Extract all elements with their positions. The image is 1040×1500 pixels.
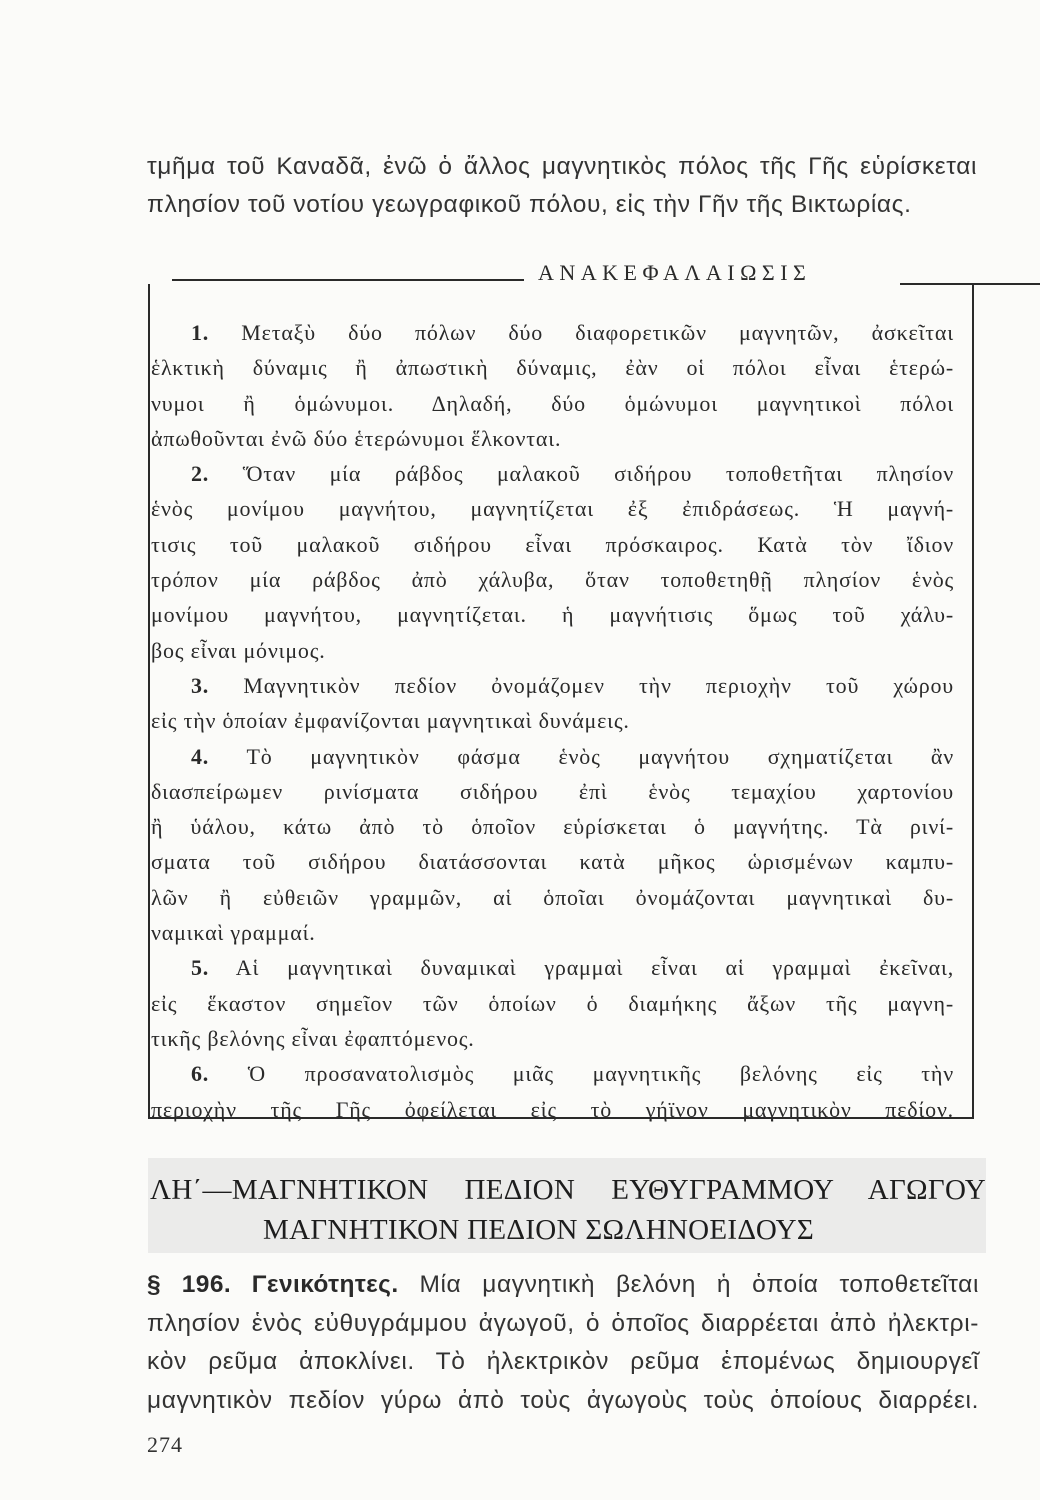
- summary-item: [151, 456, 954, 668]
- paragraph-line: κὸν ρεῦμα ἀποκλίνει. Τὸ ἠλεκτρικὸν ρεῦμα ἑπομένως δημιουργεῖ: [147, 1348, 979, 1376]
- item-number: 5.: [191, 955, 210, 981]
- summary-list: [151, 315, 955, 1127]
- intro-paragraph: [147, 148, 977, 224]
- item-line: Αἱ μαγνητικαὶ δυναμικαὶ γραμμαὶ εἶναι αἱ γραμμαὶ ἐκεῖναι,: [235, 955, 954, 981]
- item-number: 4.: [191, 743, 210, 769]
- summary-item: [151, 739, 954, 951]
- item-line: ἢ ὑάλου, κάτω ἀπὸ τὸ ὁποῖον εὑρίσκεται ὁ μαγνήτης. Τὰ ρινί-: [151, 814, 954, 840]
- item-line: ἀπωθοῦνται ἐνῶ δύο ἑτερώνυμοι ἕλκονται.: [151, 425, 562, 451]
- item-line: τικῆς βελόνης εἶναι ἐφαπτόμενος.: [151, 1025, 475, 1051]
- item-number: 1.: [191, 320, 210, 345]
- item-number: 3.: [191, 672, 210, 698]
- item-line: Τὸ μαγνητικὸν φάσμα ἑνὸς μαγνήτου σχηματίζεται ἂν: [246, 743, 955, 769]
- item-line: ναμικαὶ γραμμαί.: [151, 920, 316, 946]
- item-line: βος εἶναι μόνιμος.: [151, 637, 326, 663]
- item-line: Ὁ προσανατολισμὸς μιᾶς μαγνητικῆς βελόνης εἰς τὴν: [247, 1061, 954, 1087]
- item-line: Ὅταν μία ράβδος μαλακοῦ σιδήρου τοποθετῆται πλησίον: [242, 461, 954, 487]
- item-number: 6.: [191, 1061, 210, 1087]
- summary-title: ΑΝΑΚΕΦΑΛΑΙΩΣΙΣ: [538, 260, 812, 285]
- item-line: ἑλκτικὴ δύναμις ἢ ἀπωστικὴ δύναμις, ἐὰν οἱ πόλοι εἶναι ἑτερώ-: [151, 355, 954, 381]
- item-line: τισις τοῦ μαλακοῦ σιδήρου εἶναι πρόσκαιρος. Κατὰ τὸν ἴδιον: [151, 531, 954, 557]
- item-number: 2.: [191, 461, 210, 487]
- section-heading: [148, 1170, 986, 1250]
- item-line: Μεταξὺ δύο πόλων δύο διαφορετικῶν μαγνητῶν, ἀσκεῖται: [241, 320, 954, 345]
- item-line: μονίμου μαγνήτου, μαγνητίζεται. ἡ μαγνήτισις ὅμως τοῦ χάλυ-: [151, 602, 954, 628]
- paragraph-line: πλησίον ἑνὸς εὐθυγράμμου ἀγωγοῦ, ὁ ὁποῖος διαρρέεται ἀπὸ ἠλεκτρι-: [147, 1309, 979, 1337]
- paragraph-heading: § 196. Γενικότητες.: [147, 1271, 399, 1298]
- item-line: εἰς ἕκαστον σημεῖον τῶν ὁποίων ὁ διαμήκης ἄξων τῆς μαγνη-: [151, 990, 954, 1016]
- section-heading-line: ΜΑΓΝΗΤΙΚΟΝ ΠΕΔΙΟΝ ΣΩΛΗΝΟΕΙΔΟΥΣ: [263, 1214, 815, 1246]
- item-line: τρόπον μία ράβδος ἀπὸ χάλυβα, ὅταν τοποθετηθῇ πλησίον ἑνὸς: [151, 567, 954, 593]
- summary-item: [151, 668, 954, 739]
- summary-item: [151, 1056, 954, 1127]
- summary-item: [151, 950, 954, 1056]
- paragraph-line: Μία μαγνητικὴ βελόνη ἡ ὁποία τοποθετεῖται: [419, 1271, 979, 1298]
- item-line: εἰς τὴν ὁποίαν ἐμφανίζονται μαγνητικαὶ δυνάμεις.: [151, 708, 630, 734]
- item-line: ἑνὸς μονίμου μαγνήτου, μαγνητίζεται ἐξ ἐπιδράσεως. Ἡ μαγνή-: [151, 496, 954, 522]
- summary-item: [151, 315, 954, 456]
- page-number: 274: [147, 1432, 183, 1457]
- item-line: Μαγνητικὸν πεδίον ὀνομάζομεν τὴν περιοχὴν τοῦ χώρου: [243, 672, 954, 698]
- section-heading-line: ΛΗ΄—ΜΑΓΝΗΤΙΚΟΝ ΠΕΔΙΟΝ ΕΥΘΥΓΡΑΜΜΟΥ ΑΓΩΓΟΥ: [150, 1174, 986, 1206]
- title-rule-left: [172, 279, 524, 281]
- intro-line: πλησίον τοῦ νοτίου γεωγραφικοῦ πόλου, εἰς τὴν Γῆν τῆς Βικτωρίας.: [147, 191, 912, 218]
- item-line: σματα τοῦ σιδήρου διατάσσονται κατὰ μῆκος ὡρισμένων καμπυ-: [151, 849, 954, 875]
- item-line: λῶν ἢ εὐθειῶν γραμμῶν, αἱ ὁποῖαι ὀνομάζονται μαγνητικαὶ δυ-: [151, 884, 954, 910]
- item-line: διασπείρωμεν ρινίσματα σιδήρου ἐπὶ ἑνὸς τεμαχίου χαρτονίου: [151, 778, 954, 804]
- intro-line: τμῆμα τοῦ Καναδᾶ, ἐνῶ ὁ ἄλλος μαγνητικὸς πόλος τῆς Γῆς εὑρίσκεται: [147, 153, 977, 180]
- item-line: νυμοι ἢ ὁμώνυμοι. Δηλαδή, δύο ὁμώνυμοι μαγνητικοὶ πόλοι: [151, 390, 954, 416]
- item-line: περιοχὴν τῆς Γῆς ὀφείλεται εἰς τὸ γήϊνον μαγνητικὸν πεδίον.: [151, 1096, 954, 1122]
- body-paragraph: [147, 1266, 979, 1420]
- paragraph-line: μαγνητικὸν πεδίον γύρω ἀπὸ τοὺς ἀγωγοὺς τοὺς ὁποίους διαρρέει.: [147, 1386, 979, 1414]
